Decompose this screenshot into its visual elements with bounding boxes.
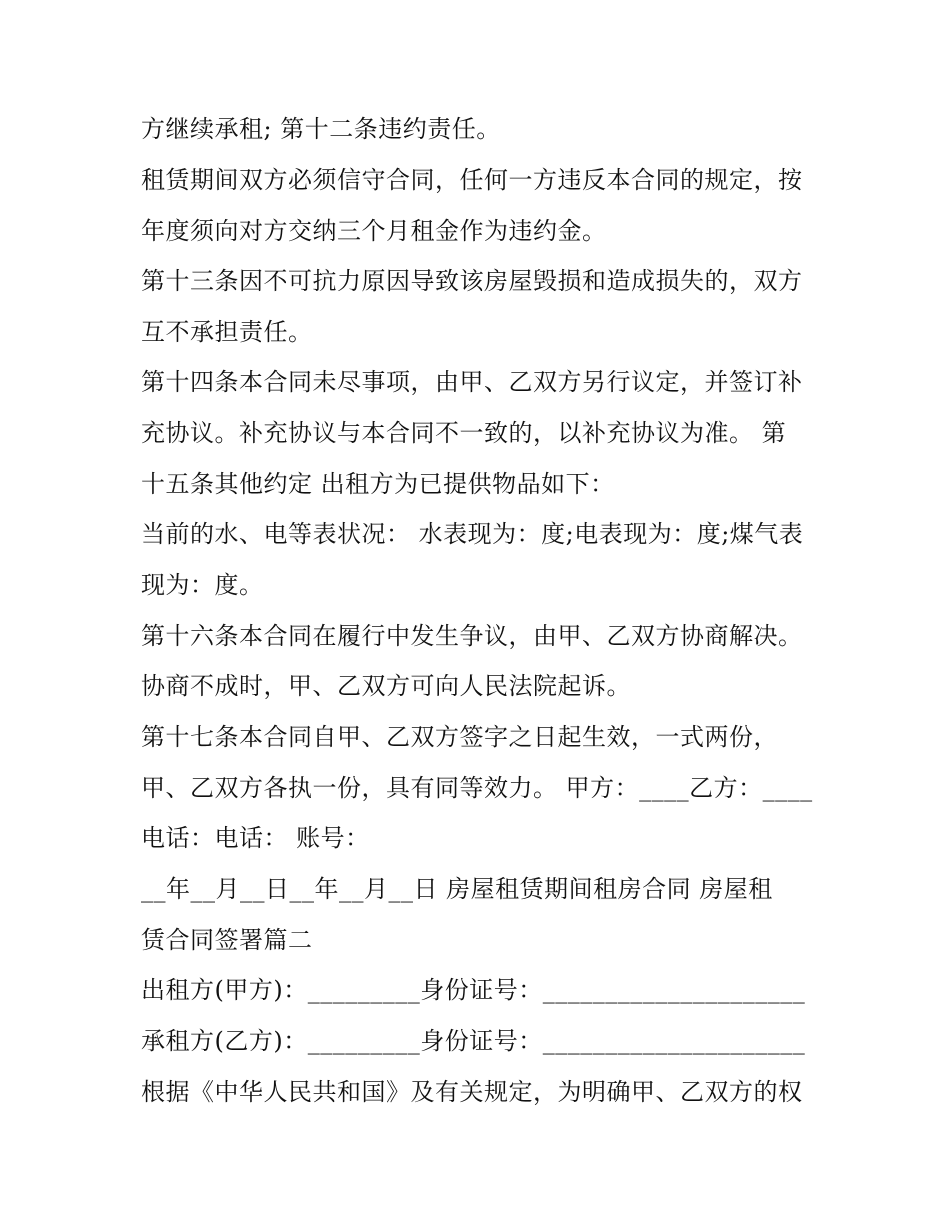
- text-line-12: 协商不成时，甲、乙双方可向人民法院起诉。: [141, 672, 631, 700]
- text-line-14: 甲、乙双方各执一份，具有同等效力。 甲方：____乙方：____: [141, 774, 813, 802]
- text-line-13: 第十七条本合同自甲、乙双方签字之日起生效，一式两份，: [141, 723, 778, 751]
- text-line-5: 互不承担责任。: [141, 318, 313, 346]
- text-line-6: 第十四条本合同未尽事项，由甲、乙双方另行议定，并签订补: [141, 368, 803, 396]
- text-line-9: 当前的水、电等表状况： 水表现为：度;电表现为：度;煤气表: [141, 520, 804, 548]
- text-line-7: 充协议。补充协议与本合同不一致的，以补充协议为准。 第: [141, 419, 787, 447]
- text-line-2: 租赁期间双方必须信守合同，任何一方违反本合同的规定，按: [141, 166, 803, 194]
- text-line-3: 年度须向对方交纳三个月租金作为违约金。: [141, 217, 607, 245]
- text-line-19: 承租方(乙方)：_________身份证号：_____________________: [141, 1027, 806, 1055]
- text-line-4: 第十三条因不可抗力原因导致该房屋毁损和造成损失的，双方: [141, 267, 803, 295]
- text-line-20: 根据《中华人民共和国》及有关规定，为明确甲、乙双方的权: [141, 1078, 803, 1106]
- text-line-10: 现为：度。: [141, 571, 264, 599]
- text-line-11: 第十六条本合同在履行中发生争议，由甲、乙双方协商解决。: [141, 622, 803, 650]
- text-line-8: 十五条其他约定 出租方为已提供物品如下：: [141, 470, 615, 498]
- text-line-17: 赁合同签署篇二: [141, 926, 313, 954]
- text-line-1: 方继续承租; 第十二条违约责任。: [141, 115, 501, 143]
- text-line-18: 出租方(甲方)：_________身份证号：_____________________: [141, 976, 806, 1004]
- text-line-15: 电话：电话： 账号：: [141, 824, 370, 852]
- text-line-16: __年__月__日__年__月__日 房屋租赁期间租房合同 房屋租: [141, 875, 773, 903]
